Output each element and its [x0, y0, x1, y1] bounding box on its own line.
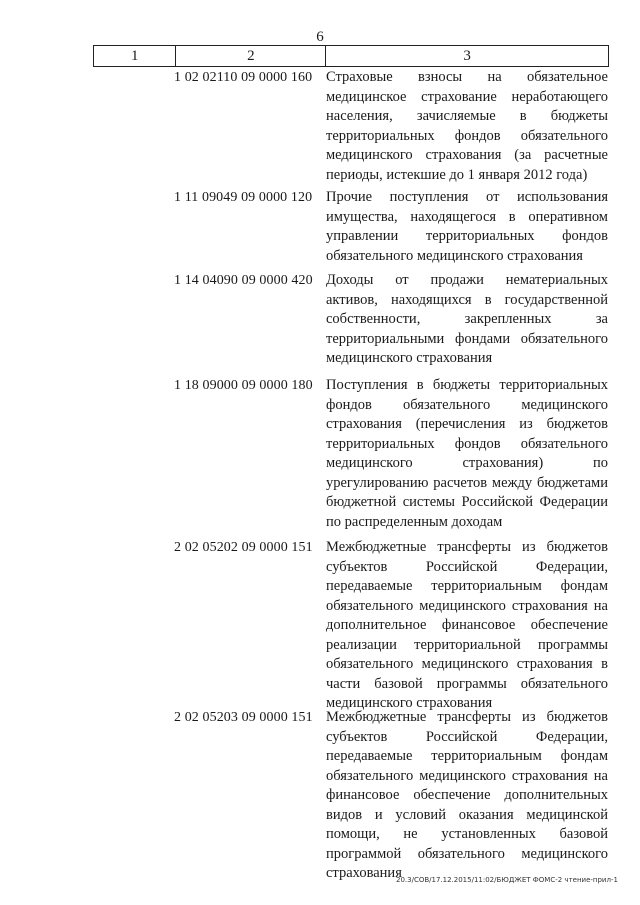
budget-entry-description: Поступления в бюджеты территориальных фондов обязательного медицинского страхования (перечисления из бюджетов территориальных фондов обязательного медицинского страхования) по урегулированию расчетов между бюджетами бюджетной системы Российской Федерации по распределенным доходам: [326, 377, 608, 530]
budget-entry-description: Прочие поступления от использования имущества, находящегося в оперативном управлении территориальных фондов обязательного медицинского страхования: [326, 189, 608, 264]
column-header-row: [94, 46, 609, 67]
budget-entry-description: Доходы от продажи нематериальных активов, находящихся в государственной собственности, закрепленных за территориальными фондами обязательного медицинского страхования: [326, 272, 608, 366]
budget-classification-code: 1 02 02110 09 0000 160: [174, 70, 313, 85]
column-header-table: [93, 45, 609, 67]
budget-classification-code: 2 02 05203 09 0000 151: [174, 710, 313, 725]
budget-entry-description: Межбюджетные трансферты из бюджетов субъектов Российской Федерации, передаваемые территориальным фондам обязательного медицинского страхования на дополнительное финансовое обеспечение реализации территориальной программы обязательного медицинского страхования в части базовой программы обязательного медицинского страхования: [326, 539, 608, 711]
column-header-2: 2: [176, 46, 326, 67]
budget-classification-code: 1 18 09000 09 0000 180: [174, 378, 313, 393]
column-header-3: 3: [326, 46, 609, 67]
budget-classification-code: 1 14 04090 09 0000 420: [174, 273, 313, 288]
document-footer-stamp: 20.3/СОВ/17.12.2015/11:02/БЮДЖЕТ ФОМС-2 чтение-прил-1: [396, 876, 618, 884]
budget-entry-description: Страховые взносы на обязательное медицинское страхование неработающего населения, зачисляемые в бюджеты территориальных фондов обязательного медицинского страхования (за расчетные периоды, истекшие до 1 января 2012 года): [326, 69, 608, 183]
budget-classification-code: 1 11 09049 09 0000 120: [174, 190, 313, 205]
budget-entry-description: Межбюджетные трансферты из бюджетов субъектов Российской Федерации, передаваемые территориальным фондам обязательного медицинского страхования на финансовое обеспечение дополнительных видов и условий оказания медицинской помощи, не установленных базовой программой обязательного медицинского страхования: [326, 709, 608, 881]
page-number: 6: [316, 29, 324, 45]
budget-classification-code: 2 02 05202 09 0000 151: [174, 540, 313, 555]
column-header-1: 1: [94, 46, 176, 67]
